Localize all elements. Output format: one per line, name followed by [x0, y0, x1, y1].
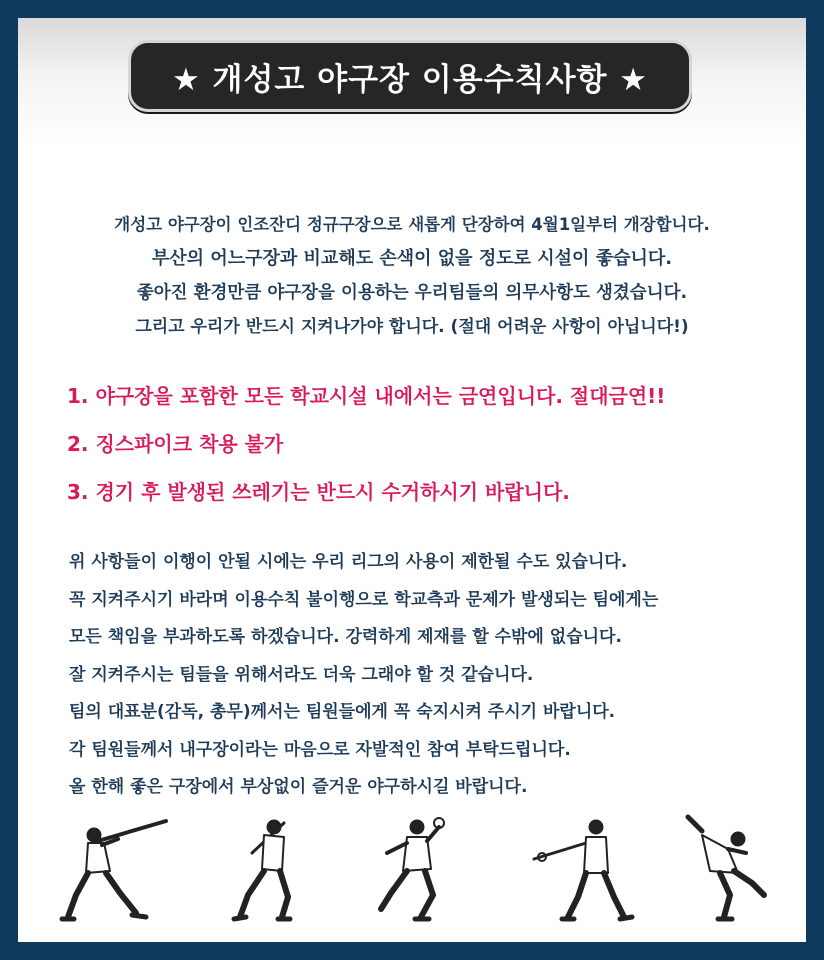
note-line: 모든 책임을 부과하도록 하겠습니다. 강력하게 제재를 할 수밖에 없습니다.	[69, 627, 622, 647]
intro-line: 좋아진 환경만큼 야구장을 이용하는 우리팀들의 의무사항도 생겼습니다.	[136, 283, 688, 303]
note-line: 잘 지켜주시는 팀들을 위해서라도 더욱 그래야 할 것 같습니다.	[69, 664, 534, 685]
intro-paragraph	[18, 208, 806, 344]
note-line: 올 한해 좋은 구장에서 부상없이 즐거운 야구하시길 바랍니다.	[69, 777, 528, 797]
rules-list	[18, 372, 806, 516]
batter-follow-through-icon	[218, 813, 328, 928]
pitcher-windup-icon	[373, 813, 483, 928]
pitcher-leg-kick-icon	[680, 813, 790, 928]
notes-paragraph	[18, 544, 806, 807]
note-line: 꼭 지켜주시기 바라며 이용수칙 불이행으로 학교측과 문제가 발생되는 팀에게는	[69, 589, 659, 610]
intro-line: 부산의 어느구장과 비교해도 손색이 없을 정도로 시설이 좋습니다.	[151, 248, 673, 269]
rule-item: 3. 경기 후 발생된 쓰레기는 반드시 수거하시기 바랍니다.	[67, 480, 570, 504]
intro-line: 그리고 우리가 반드시 지켜나가야 합니다. (절대 어려운 사항이 아닙니다!)	[135, 317, 689, 337]
notice-frame	[18, 18, 806, 942]
page-title	[128, 40, 692, 112]
player-illustrations	[18, 813, 806, 928]
rule-item: 1. 야구장을 포함한 모든 학교시설 내에서는 금연입니다. 절대금연!!	[67, 384, 666, 408]
note-line: 각 팀원들께서 내구장이라는 마음으로 자발적인 참여 부탁드립니다.	[69, 739, 571, 760]
batter-contact-icon	[528, 813, 638, 928]
batter-swing-icon	[58, 813, 168, 928]
rule-item: 2. 징스파이크 착용 불가	[67, 432, 284, 456]
note-line: 팀의 대표분(감독, 총무)께서는 팀원들에게 꼭 숙지시켜 주시기 바랍니다.	[69, 702, 616, 722]
intro-line: 개성고 야구장이 인조잔디 정규구장으로 새롭게 단장하여 4월1일부터 개장합니다.	[114, 215, 710, 234]
page-title-text: ★ 개성고 야구장 이용수칙사항 ★	[171, 61, 649, 98]
content	[18, 208, 806, 807]
note-line: 위 사항들이 이행이 안될 시에는 우리 리그의 사용이 제한될 수도 있습니다.	[69, 552, 628, 572]
